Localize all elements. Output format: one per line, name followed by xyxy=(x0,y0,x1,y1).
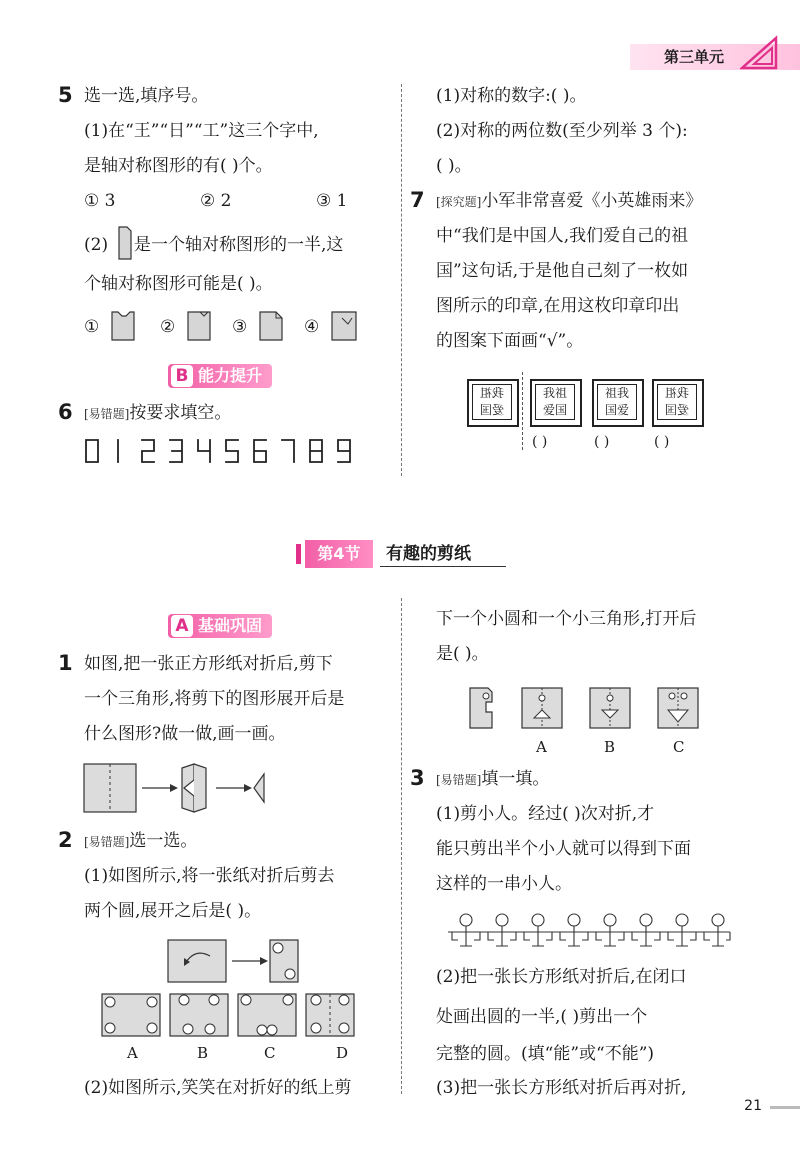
q7-tag: [探究题] xyxy=(436,195,482,209)
q2-fold-figure-right xyxy=(466,684,706,732)
q7-line4: 图所示的印章,在用这枚印章印出 xyxy=(436,296,680,316)
shape-label-4: ④ xyxy=(304,317,320,337)
q3-p2-line2: 处画出圆的一半,( )剪出一个 xyxy=(436,1007,648,1027)
stamp-bracket-2[interactable]: ( ) xyxy=(594,434,610,450)
half-shape-figure xyxy=(117,225,133,261)
stamp-char: 祖 xyxy=(479,386,492,400)
q1-fold-figure xyxy=(82,760,282,816)
stamp-char: 祖 xyxy=(555,386,568,400)
rb-label-a: A xyxy=(536,738,547,756)
q6-stem: 按要求填空。 xyxy=(129,403,232,423)
stamp-option-1 xyxy=(530,379,582,427)
question-number: 1 xyxy=(58,651,73,675)
stamp-divider xyxy=(522,372,523,450)
q3-p2-line1: (2)把一张长方形纸对折后,在闭口 xyxy=(436,967,687,987)
stamp-char: 国 xyxy=(479,403,492,417)
q5-p2-line2: 个轴对称图形可能是( )。 xyxy=(84,274,273,294)
q2-p1-line1: (1)如图所示,将一张纸对折后剪去 xyxy=(84,866,335,886)
rb-label-b: B xyxy=(604,738,616,756)
section-b-letter: B xyxy=(171,365,193,387)
stamp-char: 爱 xyxy=(542,403,555,417)
page-number-rule xyxy=(770,1106,800,1109)
q2-label-a: A xyxy=(127,1044,138,1062)
column-divider-bottom xyxy=(401,598,402,1094)
section4-title: 有趣的剪纸 xyxy=(386,544,471,564)
stamp-char: 我 xyxy=(492,386,505,400)
q1-line2: 一个三角形,将剪下的图形展开后是 xyxy=(84,689,345,709)
section4-badge: 第4节 xyxy=(305,540,373,568)
stamp-char: 爱 xyxy=(617,403,630,417)
q5-p2-prefix: (2) xyxy=(84,235,109,255)
q3-line xyxy=(436,766,549,793)
q3-p3-line1: (3)把一张长方形纸对折后再对折, xyxy=(436,1078,687,1098)
q3-p2-line3: 完整的圆。(填“能”或“不能”) xyxy=(436,1044,655,1064)
q7-line2: 中“我们是中国人,我们爱自己的祖 xyxy=(436,226,689,246)
stamp-original xyxy=(467,379,519,427)
r-top-line3: ( )。 xyxy=(436,156,472,176)
q1-line1: 如图,把一张正方形纸对折后,剪下 xyxy=(84,654,333,674)
q2-p2-line1: (2)如图所示,笑笑在对折好的纸上剪 xyxy=(84,1078,352,1098)
section-a-label: 基础巩固 xyxy=(198,616,263,635)
stamp-option-2 xyxy=(592,379,644,427)
q2-p1-line2: 两个圆,展开之后是( )。 xyxy=(84,901,262,921)
stamp-char: 我 xyxy=(542,386,555,400)
stamp-char: 我 xyxy=(617,386,630,400)
q5-p2-line1: 是一个轴对称图形的一半,这 xyxy=(134,235,344,255)
stamp-char: 我 xyxy=(677,386,690,400)
q2-circle-figure xyxy=(98,936,358,1044)
section-b-badge xyxy=(168,364,272,388)
rb-line1: 下一个小圆和一个小三角形,打开后 xyxy=(436,609,697,629)
stamp-bracket-3[interactable]: ( ) xyxy=(654,434,670,450)
q7-line1 xyxy=(436,188,702,215)
q3-p1-line1: (1)剪小人。经过( )次对折,才 xyxy=(436,804,655,824)
q7-text-1: 小军非常喜爱《小英雄雨来》 xyxy=(481,191,703,211)
shape-label-3: ③ xyxy=(232,317,248,337)
q7-line5: 的图案下面画“√”。 xyxy=(436,331,584,351)
shape-label-1: ① xyxy=(84,317,100,337)
stamp-char: 国 xyxy=(604,403,617,417)
q5-option-3: ③ 1 xyxy=(316,191,348,211)
stamp-option-3 xyxy=(652,379,704,427)
q2-label-d: D xyxy=(336,1044,349,1062)
q3-stem: 填一填。 xyxy=(481,769,550,789)
section-b-label: 能力提升 xyxy=(198,366,263,385)
rb-label-c: C xyxy=(673,738,685,756)
question-number: 3 xyxy=(410,766,425,790)
shape-option-4 xyxy=(328,308,360,344)
stamp-char: 国 xyxy=(555,403,568,417)
r-top-line2: (2)对称的两位数(至少列举 3 个): xyxy=(436,121,688,141)
question-number: 2 xyxy=(58,828,73,852)
q7-line3: 国”这句话,于是他自己刻了一枚如 xyxy=(436,261,689,281)
shape-label-2: ② xyxy=(160,317,176,337)
q3-tag: [易错题] xyxy=(436,773,482,787)
section-a-badge xyxy=(168,614,272,638)
shape-option-3 xyxy=(256,308,286,344)
shape-option-1 xyxy=(108,308,138,344)
stamp-char: 爱 xyxy=(492,403,505,417)
unit-label: 第三单元 xyxy=(664,48,725,66)
q3-p1-line3: 这样的一串小人。 xyxy=(436,874,572,894)
q2-tag: [易错题] xyxy=(84,835,130,849)
q5-stem: 选一选,填序号。 xyxy=(84,86,209,106)
q1-line3: 什么图形?做一做,画一画。 xyxy=(84,724,286,744)
q5-p1-line2: 是轴对称图形的有( )个。 xyxy=(84,156,273,176)
q6-tag: [易错题] xyxy=(84,407,130,421)
stamp-char: 国 xyxy=(664,403,677,417)
question-number: 7 xyxy=(410,188,425,212)
q3-p1-line2: 能只剪出半个小人就可以得到下面 xyxy=(436,839,691,859)
triangle-ruler-icon xyxy=(740,34,780,70)
r-top-line1: (1)对称的数字:( )。 xyxy=(436,86,587,106)
q5-option-2: ② 2 xyxy=(200,191,232,211)
section-a-letter: A xyxy=(171,615,193,637)
q2-label-b: B xyxy=(197,1044,209,1062)
stamp-char: 祖 xyxy=(604,386,617,400)
question-number: 5 xyxy=(58,83,73,107)
stamp-char: 爱 xyxy=(677,403,690,417)
q2-stem: 选一选。 xyxy=(129,831,198,851)
q2-line xyxy=(84,828,197,855)
stamp-bracket-1[interactable]: ( ) xyxy=(532,434,548,450)
question-number: 6 xyxy=(58,400,73,424)
page-number: 21 xyxy=(744,1098,762,1114)
section4-header xyxy=(296,540,506,568)
q2-label-c: C xyxy=(264,1044,276,1062)
q5-option-1: ① 3 xyxy=(84,191,116,211)
digit-row xyxy=(82,436,372,466)
stamp-char: 祖 xyxy=(664,386,677,400)
column-divider-top xyxy=(401,84,402,476)
rb-line2: 是( )。 xyxy=(436,644,489,664)
paper-people-figure xyxy=(444,912,734,956)
q5-p1-line1: (1)在“王”“日”“工”这三个字中, xyxy=(84,121,319,141)
shape-option-2 xyxy=(184,308,214,344)
q6-line xyxy=(84,400,231,427)
